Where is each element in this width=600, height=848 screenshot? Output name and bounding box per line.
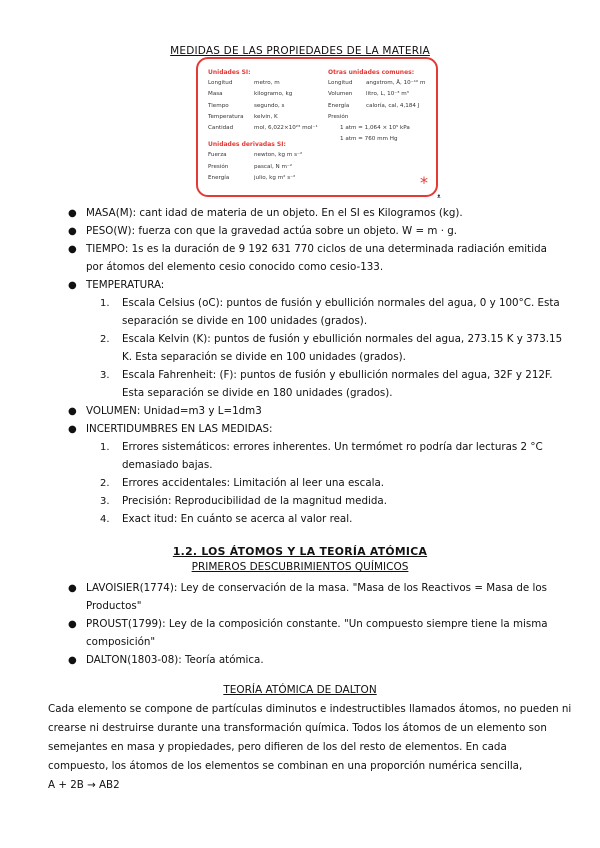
paragraph-line: Cada elemento se compone de partículas diminutos e indestructibles llamados átomos, no pueden ni: [48, 703, 572, 715]
dalton-heading: TEORÍA ATÓMICA DE DALTON: [223, 684, 377, 696]
bullet-icon: ●: [68, 244, 77, 255]
list-item: INCERTIDUMBRES EN LAS MEDIDAS:: [86, 423, 273, 435]
si-units-heading: Unidades SI:: [208, 69, 251, 76]
derived-units-heading: Unidades derivadas SI:: [208, 141, 286, 149]
si-row: Masa kilogramo, kg: [208, 91, 293, 98]
list-item-continuation: composición": [86, 636, 156, 648]
units-figure: [196, 57, 438, 197]
list-item-continuation: Productos": [86, 600, 142, 612]
list-number: 1.: [100, 442, 110, 453]
pressure-line: 1 atm = 1,064 × 10⁵ kPa: [340, 125, 410, 132]
list-item: PESO(W): fuerza con que la gravedad actúa sobre un objeto. W = m · g.: [86, 225, 458, 237]
list-item: TIEMPO: 1s es la duración de 9 192 631 770 ciclos de una determinada radiación emitida: [86, 243, 547, 255]
other-row: Energía caloría, cal, 4,184 J: [328, 102, 420, 109]
paragraph-line: semejantes en masa y propiedades, pero difieren de los del resto de elementos. En cada: [48, 741, 507, 753]
bullet-icon: ●: [68, 406, 77, 417]
paragraph-line: crearse ni destruirse durante una transformación química. Todos los átomos de un elemento son: [48, 722, 547, 734]
numbered-item-continuation: separación se divide en 100 unidades (grados).: [122, 315, 368, 327]
numbered-item: Escala Fahrenheit: (F): puntos de fusión y ebullición normales del agua, 32F y 212F.: [122, 369, 553, 381]
si-row: Cantidad mol, 6,022×10²³ mol⁻¹: [208, 125, 318, 132]
pressure-line: 1 atm = 760 mm Hg: [340, 136, 398, 143]
paragraph-line: compuesto, los átomos de los elementos se combinan en una proporción numérica sencilla,: [48, 760, 523, 772]
si-row: Longitud metro, m: [208, 80, 280, 87]
bullet-icon: ●: [68, 583, 77, 594]
equation-line: A + 2B → AB2: [48, 779, 120, 791]
derived-row: Energía julio, kg m² s⁻²: [208, 174, 296, 181]
bullet-icon: ●: [68, 208, 77, 219]
list-item: LAVOISIER(1774): Ley de conservación de la masa. "Masa de los Reactivos = Masa de los: [86, 582, 548, 594]
page-title: MEDIDAS DE LAS PROPIEDADES DE LA MATERIA: [170, 45, 430, 57]
section-heading: 1.2. LOS ÁTOMOS Y LA TEORÍA ATÓMICA: [172, 545, 428, 558]
numbered-item: Errores sistemáticos: errores inherentes. Un termómet ro podría dar lecturas 2 °C: [122, 441, 543, 453]
list-item: TEMPERATURA:: [86, 279, 165, 291]
bullet-icon: ●: [68, 226, 77, 237]
derived-row: Presión pascal, N m⁻²: [208, 163, 293, 170]
bullet-icon: ●: [68, 655, 77, 666]
star-icon: *: [420, 173, 428, 192]
si-row: Tiempo segundo, s: [208, 102, 285, 109]
corner-mark: ᴥ: [437, 193, 441, 200]
bullet-icon: ●: [68, 619, 77, 630]
list-item: MASA(M): cant idad de materia de un objeto. En el SI es Kilogramos (kg).: [86, 207, 463, 219]
list-item-continuation: por átomos del elemento cesio conocido como cesio-133.: [86, 261, 384, 273]
list-number: 3.: [100, 370, 110, 381]
list-number: 2.: [100, 478, 110, 489]
other-row: Volumen litro, L, 10⁻³ m³: [328, 91, 409, 98]
si-units-column: [208, 67, 320, 184]
list-number: 3.: [100, 496, 110, 507]
sub-heading: PRIMEROS DESCUBRIMIENTOS QUÍMICOS: [191, 561, 409, 573]
other-row: Longitud angstrom, Å, 10⁻¹⁰ m: [328, 80, 426, 87]
numbered-item: Exact itud: En cuánto se acerca al valor real.: [122, 513, 353, 525]
list-item: DALTON(1803-08): Teoría atómica.: [86, 654, 264, 666]
list-item: PROUST(1799): Ley de la composición constante. "Un compuesto siempre tiene la misma: [86, 618, 548, 630]
numbered-item: Escala Kelvin (K): puntos de fusión y ebullición normales del agua, 273.15 K y 373.15: [122, 333, 563, 345]
numbered-item-continuation: K. Esta separación se divide en 100 unidades (grados).: [122, 351, 406, 363]
derived-row: Fuerza newton, kg m s⁻²: [208, 152, 303, 159]
numbered-item: Precisión: Reproducibilidad de la magnitud medida.: [122, 495, 388, 507]
numbered-item-continuation: Esta separación se divide en 180 unidades (grados).: [122, 387, 393, 399]
list-item: VOLUMEN: Unidad=m3 y L=1dm3: [86, 405, 262, 417]
other-units-heading: Otras unidades comunes:: [328, 69, 415, 76]
numbered-item: Errores accidentales: Limitación al leer una escala.: [122, 477, 385, 489]
numbered-item: Escala Celsius (oC): puntos de fusión y ebullición normales del agua, 0 y 100°C. Esta: [122, 297, 560, 309]
other-row: Presión: [328, 113, 349, 120]
bullet-icon: ●: [68, 280, 77, 291]
list-number: 2.: [100, 334, 110, 345]
other-units-column: [328, 67, 432, 145]
numbered-item-continuation: demasiado bajas.: [122, 459, 213, 471]
bullet-icon: ●: [68, 424, 77, 435]
si-row: Temperatura kelvin, K: [208, 113, 278, 120]
list-number: 1.: [100, 298, 110, 309]
list-number: 4.: [100, 514, 110, 525]
